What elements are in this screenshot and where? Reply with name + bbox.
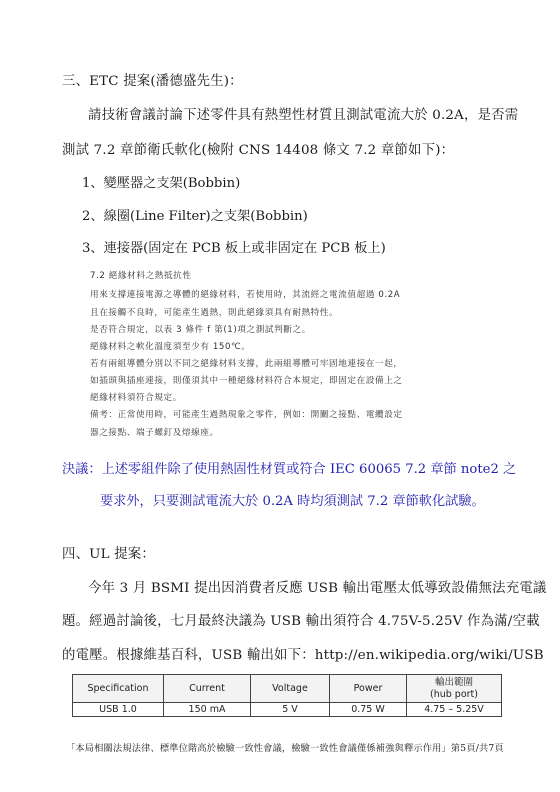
resolution-line-1: 決議：上述零組件除了使用熱固性材質或符合 IEC 60065 7.2 章節 note2 之 [62, 462, 517, 477]
resolution-line-2: 要求外，只要測試電流大於 0.2A 時均須測試 7.2 章節軟化試驗。 [100, 494, 485, 509]
section-3-paragraph-line-1: 請技術會議討論下述零件具有熱塑性材質且測試電流大於 0.2A，是否需 [88, 108, 519, 123]
section-4-heading: 四、UL 提案： [62, 547, 155, 562]
column-header-line: (hub port) [430, 688, 478, 700]
page-footer: 「本局相關法規法律、標準位階高於檢驗一致性會議，檢驗一致性會議僅係補強與釋示作用」第5頁/共7頁 [66, 743, 504, 754]
column-header: Current [164, 675, 251, 703]
excerpt-line: 是否符合規定，以表 3 條件 f 第(1)項之測試判斷之。 [90, 325, 311, 335]
list-item: 2、線圈(Line Filter)之支架(Bobbin) [82, 209, 308, 224]
table-cell: 4.75 – 5.25V [407, 703, 502, 717]
section-3-heading: 三、ETC 提案(潘德盛先生)： [62, 74, 243, 89]
excerpt-line: 絕緣材料之軟化溫度須至少有 150℃。 [90, 342, 251, 352]
table-cell: 5 V [251, 703, 330, 717]
excerpt-line: 絕緣材料須符合規定。 [90, 393, 182, 403]
column-header: Specification [73, 675, 164, 703]
section-4-paragraph-line-3: 的電壓。根據維基百科，USB 輸出如下：http://en.wikipedia.org/wiki/USB [62, 648, 544, 663]
table-cell: 0.75 W [330, 703, 407, 717]
section-4-paragraph-line-1: 今年 3 月 BSMI 提出因消費者反應 USB 輸出電壓太低導致設備無法充電議 [88, 581, 547, 596]
excerpt-line: 若有兩組導體分別以不同之絕緣材料支撐，此兩組導體可牢固地連接在一起， [90, 359, 403, 369]
excerpt-line: 且在接觸不良時，可能產生過熱，則此絕緣須具有耐熱特性。 [90, 308, 339, 318]
list-item: 1、變壓器之支架(Bobbin) [82, 176, 241, 191]
column-header: Power [330, 675, 407, 703]
excerpt-line: 備考：正常使用時，可能產生過熱現象之零件，例如：開關之接點、電纜設定 [90, 410, 403, 420]
column-header: Voltage [251, 675, 330, 703]
list-item: 3、連接器(固定在 PCB 板上或非固定在 PCB 板上) [82, 241, 386, 256]
usb-spec-table [72, 674, 502, 717]
table-row [73, 703, 502, 717]
table-cell: USB 1.0 [73, 703, 164, 717]
excerpt-line: 如插頭與插座連接，則僅須其中一種絕緣材料符合本規定，即固定在設備上之 [90, 376, 403, 386]
section-3-paragraph-line-2: 測試 7.2 章節衛氏軟化(檢附 CNS 14408 條文 7.2 章節如下)： [62, 143, 455, 158]
excerpt-line: 器之接點、端子螺釘及熔線座。 [90, 428, 219, 438]
excerpt-title: 7.2 絕緣材料之熱抵抗性 [90, 271, 192, 281]
excerpt-line: 用來支撐連接電源之導體的絕緣材料，若使用時，其流經之電流值超過 0.2A [90, 290, 401, 300]
column-header-line: 輸出範圍 [434, 676, 473, 688]
section-4-paragraph-line-2: 題。經過討論後，七月最終決議為 USB 輸出須符合 4.75V-5.25V 作為滿/空載 [62, 614, 540, 629]
table-cell: 150 mA [164, 703, 251, 717]
column-header [407, 675, 502, 703]
table-header-row [73, 675, 502, 703]
